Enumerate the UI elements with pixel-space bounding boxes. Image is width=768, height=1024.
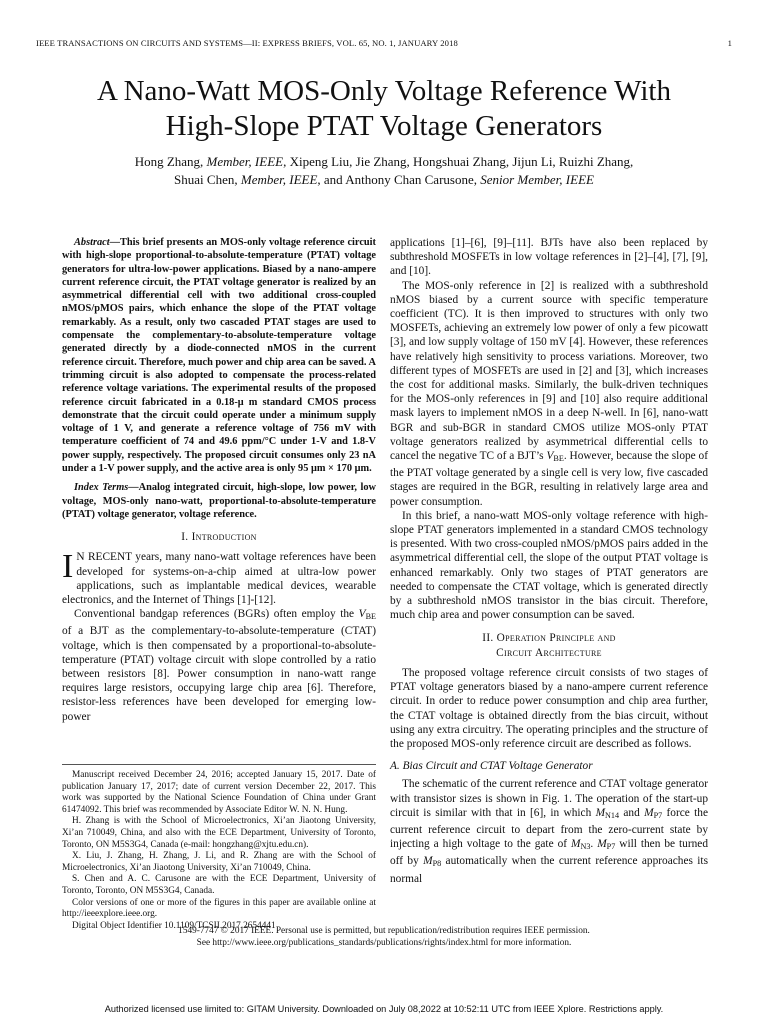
intro-paragraph-1: I N RECENT years, many nano-watt voltage references have been developed for systems-on-a-chip aimed at ultra-low power applications, such as implantable medical devices, wearable electronics, and the Internet of Things [1]-[12]. xyxy=(62,548,376,607)
title-line-2: High-Slope PTAT Voltage Generators xyxy=(165,110,603,142)
right-paragraph-2: The MOS-only reference in [2] is realized with a subthreshold nMOS biased by a current source with specific temperature coefficient (TC). It is then improved to structures with only two MOSFETs, achieving an extremely low power of only a few picowatt [3], and low supply voltage of 150 mV [4]. However, these references have relatively high sensitivity to process variations. Moreover, two different types of MOSFETs are used in [2] and [3], which increases the cost for additional masks. Similarly, the bulk-driven techniques for the MOS-only references in [9] and [10] also require additional mask layers to implement nMOS in a deep N-well. In [6], nano-watt BGR and sub-BGR in standard CMOS utilize MOS-only PTAT voltage generators realized by asymmetrical differential cells to cancel the negative TC of a BJT’s $V_{BE}$. However, because the slope of the PTAT voltage generated by a single cell is very low, five cascaded stages are required in the BGR, resulting in relatively large area and power consumption. xyxy=(390,279,708,508)
drop-cap: I xyxy=(62,548,74,586)
section-heading-introduction: I. Introduction xyxy=(181,531,257,544)
abstract: Abstract—This brief presents an MOS-only voltage reference circuit with high-slope proportional-to-absolute-temperature (PTAT) voltage generators for ultra-low-power applications. Biased by a nano-ampere current reference circuit, the PTAT voltage generator is realized by an asymmetrical differential cell with two additional cross-coupled nMOS/pMOS pairs, which enhance the slope of the PTAT voltage remarkably. As a result, only two cascaded PTAT stages are used to compensate the complementary-to-absolute-temperature voltage generated directly by a diode-connected nMOS in the current reference circuit. Therefore, much power and chip area can be saved. A trimming circuit is also adopted to compensate the process-related reference voltage variations. The experimental results of the proposed reference circuit fabricated in a 0.18-μ m standard CMOS process demonstrate that the circuit could operate under a minimum supply voltage of 1 V, and generate a reference voltage of 756 mV with temperature coefficient of 74 and 49.6 ppm/°C under 1-V and 1.8-V power supply, respectively. The proposed circuit consumes only 23 nA under a 1-V power supply, and the active area is only 95 μm × 170 μm. xyxy=(62,237,376,475)
journal-header: IEEE TRANSACTIONS ON CIRCUITS AND SYSTEMS—II: EXPRESS BRIEFS, VOL. 65, NO. 1, JANUARY 2018 xyxy=(36,38,458,48)
left-column xyxy=(62,236,376,724)
section-heading-operation: II. Operation Principle and Circuit Architecture xyxy=(482,632,616,659)
footnote-color: Color versions of one or more of the figures in this paper are available online at http://ieeexplore.ieee.org. xyxy=(62,897,376,920)
right-column xyxy=(390,236,708,886)
footnote-affiliation-3: S. Chen and A. C. Carusone are with the ECE Department, University of Toronto, Toronto, ON M5S3G4, Canada. xyxy=(62,874,376,896)
right-paragraph-4: The proposed voltage reference circuit consists of two stages of PTAT voltage generators biased by a nano-ampere current reference circuit. In order to reduce power consumption and chip area further, the CTAT voltage is obtained directly from the bias circuit, without using any extra circuitry. The operating principles and the structure of the proposed MOS-only reference circuit are described as follows. xyxy=(390,666,708,750)
license-banner: Authorized licensed use limited to: GITAM University. Downloaded on July 08,2022 at 10:52:11 UTC from IEEE Xplore. Restrictions apply. xyxy=(104,1004,664,1014)
footnote-manuscript: Manuscript received December 24, 2016; accepted January 15, 2017. Date of publication January 17, 2017; date of current version December 22, 2017. This work was supported by the National Science Foundation of China under Grant 61474092. This brief was recommended by Associate Editor W. N. N. Hung. xyxy=(62,770,376,815)
subsection-heading-bias: A. Bias Circuit and CTAT Voltage Generator xyxy=(390,760,593,773)
index-terms: Index Terms—Analog integrated circuit, high-slope, low power, low voltage, MOS-only nano-watt, proportional-to-absolute-temperature (PTAT) voltage generator, voltage reference. xyxy=(62,482,376,520)
footnote-affiliation-1: H. Zhang is with the School of Microelectronics, Xi’an Jiaotong University, Xi’an 710049, China, and also with the ECE Department, University of Toronto, Toronto, ON M5S3G4, Canada (e-mail: hongzhang@xjtu.edu.cn). xyxy=(62,816,376,850)
rights-url: See http://www.ieee.org/publications_standards/publications/rights/index.html for more information. xyxy=(196,937,572,948)
footnote-affiliation-2: X. Liu, J. Zhang, H. Zhang, J. Li, and R. Zhang are with the School of Microelectronics, Xi’an Jiaotong University, Xi’an 710049, China. xyxy=(62,851,376,873)
copyright-notice: 1549-7747 © 2017 IEEE. Personal use is permitted, but republication/redistribution requires IEEE permission. See http://www.ieee.org/publications_standards/publications/rights/index.html for more information. xyxy=(0,926,768,949)
paper-title xyxy=(36,74,732,144)
footnote-rule xyxy=(62,764,376,765)
title-line-1: A Nano-Watt MOS-Only Voltage Reference With xyxy=(97,75,671,107)
right-paragraph-5: The schematic of the current reference and CTAT voltage generator with transistor sizes is shown in Fig. 1. The operation of the start-up circuit is similar with that in [6], in which $M_{N14}$ and $M_{P7}$ force the current reference circuit to depart from the zero-current state by injecting a high voltage to the gate of $M_{N3}$. $M_{P7}$ will then be turned off by $M_{P8}$ automatically when the current reference approaches its normal xyxy=(390,778,708,885)
running-header xyxy=(36,38,732,50)
intro-paragraph-2: Conventional bandgap references (BGRs) often employ the $V_{BE}$ of a BJT as the complementary-to-absolute-temperature (CTAT) voltage, which is then compensated by a proportional-to-absolute-temperature (PTAT) voltage circuit with slope controlled by a ratio between resistors [8]. Power consumption in nano-watt range requires large resistors, occupying large chip area [6]. Therefore, resistor-less references have been developed for emerging low-power xyxy=(62,608,376,723)
right-paragraph-3: In this brief, a nano-watt MOS-only voltage reference with high-slope PTAT generators implemented in a standard CMOS technology is presented. With two cross-coupled nMOS/pMOS pairs added in the asymmetrical differential cell, the slope of the output PTAT voltage is enhanced remarkably. Only two stages of PTAT generators are needed to compensate the CTAT voltage, which is generated directly by a subthreshold nMOS transistor in the bias circuit. Therefore, much chip area and power consumption can be saved. xyxy=(390,509,708,622)
page-number: 1 xyxy=(727,38,732,48)
author-list: Hong Zhang, Member, IEEE, Xipeng Liu, Jie Zhang, Hongshuai Zhang, Jijun Li, Ruizhi Zhang, Shuai Chen, Member, IEEE, and Anthony Chan Carusone, Senior Member, IEEE xyxy=(134,154,634,187)
right-paragraph-1: applications [1]–[6], [9]–[11]. BJTs have also been replaced by subthreshold MOSFETs in low voltage references in [2]–[4], [7], [9], and [10]. xyxy=(390,237,708,278)
footnote-doi: Digital Object Identifier 10.1109/TCSII.2017.2654441 xyxy=(72,920,276,931)
footnotes xyxy=(62,770,376,932)
